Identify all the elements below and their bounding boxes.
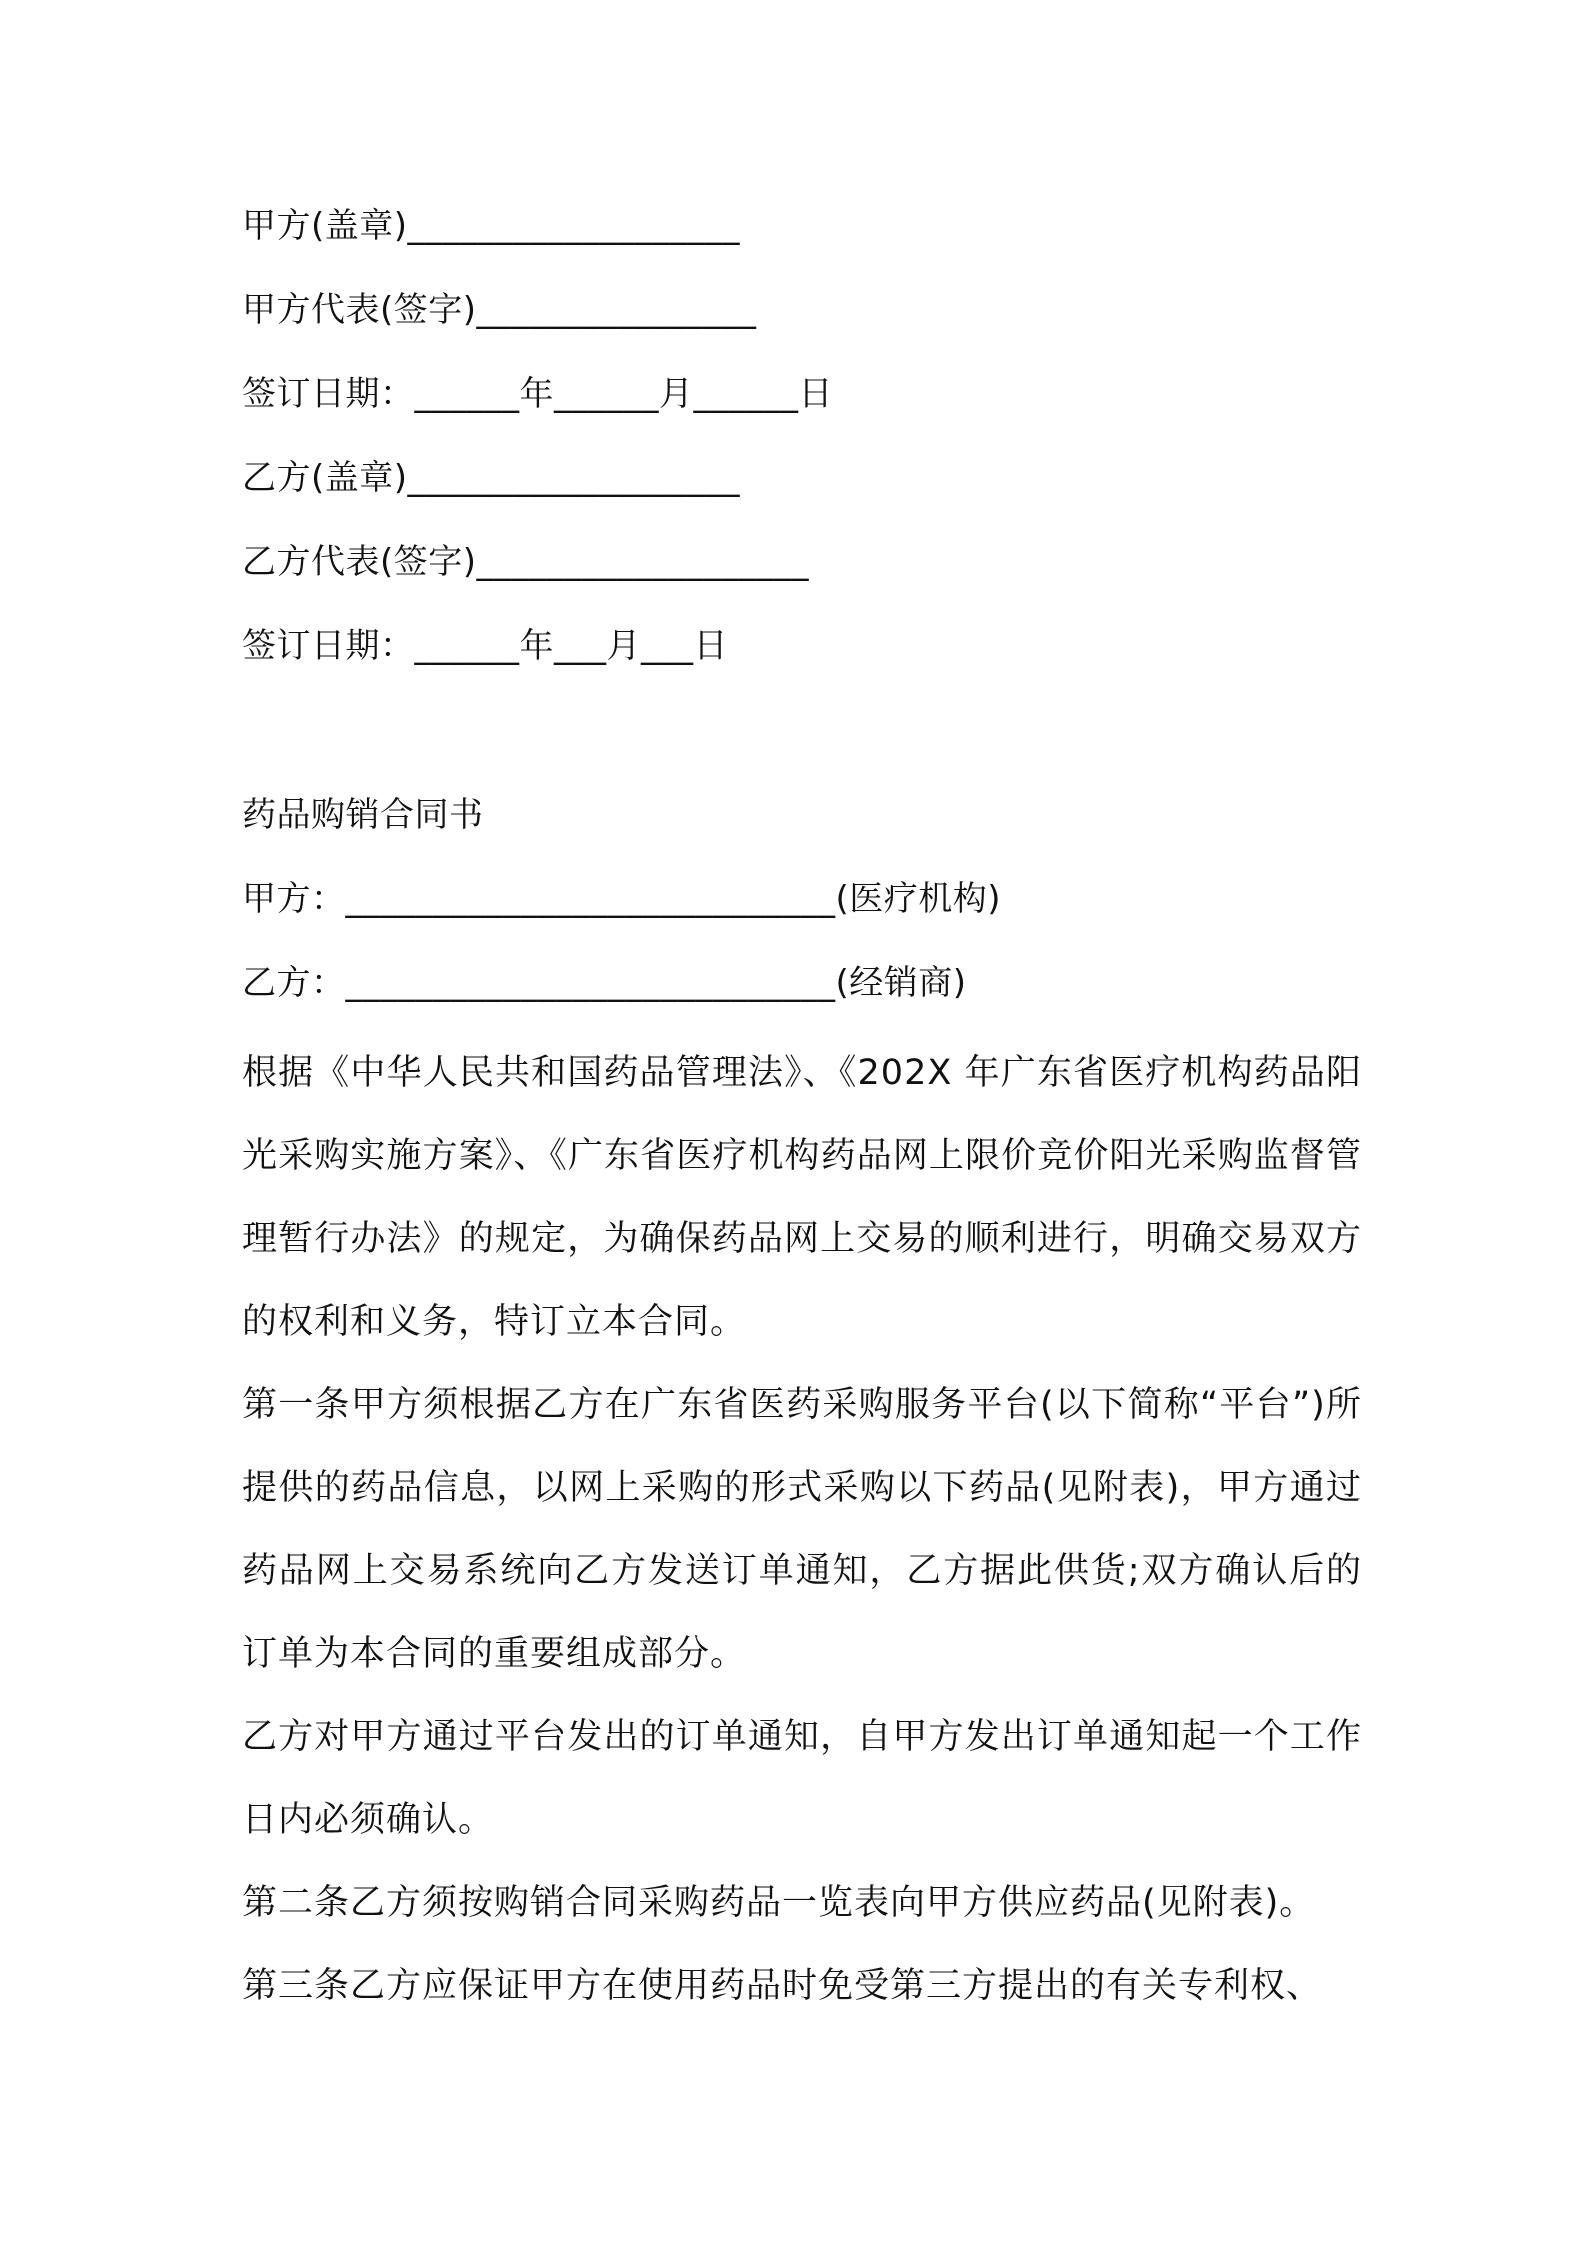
party-a-sign-date-line: 签订日期：______年______月______日 <box>242 374 833 414</box>
article-1-note-paragraph: 乙方对甲方通过平台发出的订单通知，自甲方发出订单通知起一个工作日内必须确认。 <box>242 1717 1362 1840</box>
preamble-paragraph: 根据《中华人民共和国药品管理法》、《202X 年广东省医疗机构药品阳光采购实施方案》、《广东省医疗机构药品网上限价竞价阳光采购监督管理暂行办法》的规定，为确保药品网上交易的顺利进行，明确交易双方的权利和义务，特订立本合同。 <box>242 1053 1362 1342</box>
party-b-sign-date-line: 签订日期：______年___月___日 <box>242 626 728 666</box>
party-b-field: 乙方：____________________________(经销商) <box>242 963 967 1003</box>
party-b-representative-line: 乙方代表(签字)___________________ <box>242 542 810 582</box>
article-2-paragraph: 第二条乙方须按购销合同采购药品一览表向甲方供应药品(见附表)。 <box>242 1883 1316 1923</box>
contract-title: 药品购销合同书 <box>242 795 484 835</box>
party-a-field: 甲方：____________________________(医疗机构) <box>242 879 1002 919</box>
party-b-seal-line: 乙方(盖章)___________________ <box>242 458 741 498</box>
party-a-representative-line: 甲方代表(签字)________________ <box>242 290 757 330</box>
party-a-seal-line: 甲方(盖章)___________________ <box>242 206 741 246</box>
article-1-paragraph: 第一条甲方须根据乙方在广东省医药采购服务平台(以下简称“平台”)所提供的药品信息，以网上采购的形式采购以下药品(见附表)，甲方通过药品网上交易系统向乙方发送订单通知，乙方据此供货;双方确认后的订单为本合同的重要组成部分。 <box>242 1385 1362 1674</box>
article-3-paragraph: 第三条乙方应保证甲方在使用药品时免受第三方提出的有关专利权、 <box>242 1966 1323 2006</box>
